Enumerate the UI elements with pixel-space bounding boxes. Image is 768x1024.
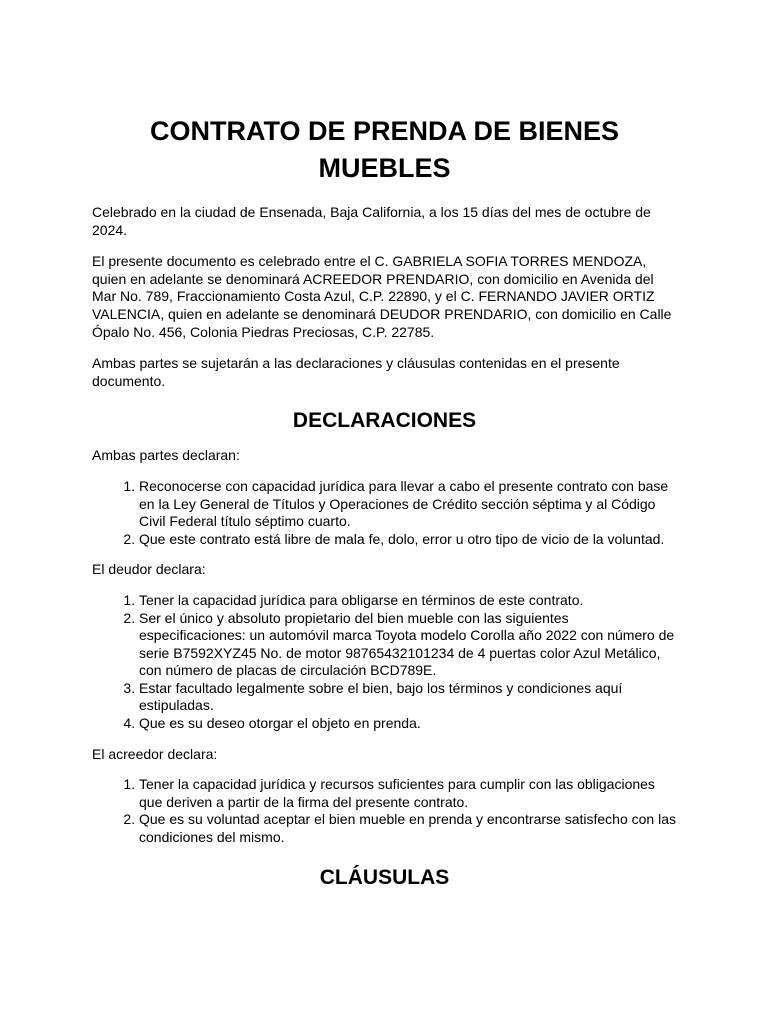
list-item: 2. Ser el único y absoluto propietario del bien mueble con las siguientes especificaciones: un automóvil marca Toyota modelo Corolla año 2022 con número de serie B7592XYZ45 No. de motor 98765432101234 de 4 puertas color Azul Metálico, con número de placas de circulación BCD789E. bbox=[139, 610, 677, 680]
acreedor-list bbox=[92, 776, 677, 846]
document-title: CONTRATO DE PRENDA DE BIENES MUEBLES bbox=[149, 116, 620, 183]
list-item: 3. Estar facultado legalmente sobre el bien, bajo los términos y condiciones aquí estipuladas. bbox=[139, 680, 677, 715]
list-item: 1. Tener la capacidad jurídica y recursos suficientes para cumplir con las obligaciones que deriven a partir de la firma del presente contrato. bbox=[139, 776, 677, 811]
document-page bbox=[92, 113, 677, 891]
declaraciones-heading: DECLARACIONES bbox=[292, 409, 477, 433]
acreedor-intro: El acreedor declara: bbox=[92, 745, 218, 762]
list-item: 1. Tener la capacidad jurídica para obligarse en términos de este contrato. bbox=[139, 592, 677, 610]
deudor-list bbox=[92, 592, 677, 733]
ambas-partes-intro: Ambas partes declaran: bbox=[92, 447, 240, 464]
clausulas-heading: CLÁUSULAS bbox=[319, 865, 450, 889]
list-item: 4. Que es su deseo otorgar el objeto en prenda. bbox=[139, 715, 677, 733]
ambas-partes-list bbox=[92, 478, 677, 548]
deudor-intro: El deudor declara: bbox=[92, 561, 206, 578]
intro-paragraph-place-date: Celebrado en la ciudad de Ensenada, Baja California, a los 15 días del mes de octubre de 2024. bbox=[92, 204, 651, 238]
intro-paragraph-agreement: Ambas partes se sujetarán a las declaraciones y cláusulas contenidas en el presente documento. bbox=[92, 355, 620, 389]
list-item: 1. Reconocerse con capacidad jurídica para llevar a cabo el presente contrato con base en la Ley General de Títulos y Operaciones de Crédito sección séptima y al Código Civil Federal título séptimo cuarto. bbox=[139, 478, 677, 531]
list-item: 2. Que es su voluntad aceptar el bien mueble en prenda y encontrarse satisfecho con las condiciones del mismo. bbox=[139, 811, 677, 846]
list-item: 2. Que este contrato está libre de mala fe, dolo, error u otro tipo de vicio de la voluntad. bbox=[139, 531, 677, 549]
intro-paragraph-parties: El presente documento es celebrado entre el C. GABRIELA SOFIA TORRES MENDOZA, quien en adelante se denominará ACREEDOR PRENDARIO, con domicilio en Avenida del Mar No. 789, Fraccionamiento Costa Azul, C.P. 22890, y el C. FERNANDO JAVIER ORTIZ VALENCIA, quien en adelante se denominará DEUDOR PRENDARIO, con domicilio en Calle Ópalo No. 456, Colonia Piedras Preciosas, C.P. 22785. bbox=[92, 253, 672, 340]
